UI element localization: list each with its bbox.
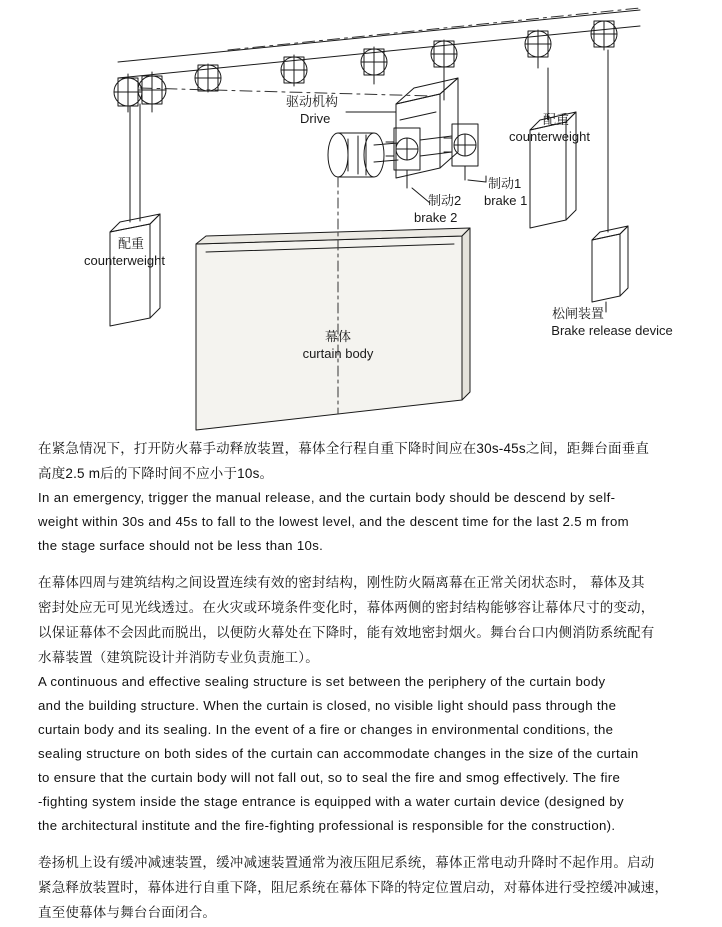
pulley-6	[431, 41, 457, 67]
label-curtain-body-en: curtain body	[302, 346, 374, 361]
paragraph-spacer-2	[38, 840, 698, 850]
p2-en-line-1: A continuous and effective sealing structure is set between the periphery of the curtain body	[38, 674, 606, 689]
p2-cn-line-3: 以保证幕体不会因此而脱出，以便防火幕处在下降时，能有效地密封烟火。舞台台口内侧消防系统配有	[38, 625, 655, 640]
pulley-left-2	[138, 76, 166, 104]
p2-en-line-7: the architectural institute and the fire-fighting professional is responsible for the construction).	[38, 818, 616, 833]
label-brake2-cn: 制动2	[428, 193, 462, 208]
counterweight-left-block	[110, 214, 160, 326]
label-brake-release-cn: 松闸装置	[551, 306, 605, 321]
brake-release-block	[592, 226, 628, 302]
label-brake-release-en: Brake release device	[551, 323, 673, 338]
p3-cn-line-3: 直至使幕体与舞台台面闭合。	[38, 905, 217, 920]
pulley-8	[591, 21, 617, 47]
p2-en-line-6: -fighting system inside the stage entrance is equipped with a water curtain device (designed by	[38, 794, 624, 809]
document-text	[0, 436, 722, 927]
brake-unit-2	[386, 128, 420, 188]
pulley-3	[195, 65, 221, 91]
paragraph-2	[38, 570, 698, 838]
mechanism-schematic	[0, 0, 722, 436]
label-counterweight-right-cn: 配重	[543, 112, 570, 127]
paragraph-3	[38, 850, 698, 925]
p2-en-line-5: to ensure that the curtain body will not fall out, so to seal the fire and smog effectively. The fire	[38, 770, 621, 785]
rail-top-2	[118, 26, 640, 78]
pulley-7	[525, 31, 551, 57]
p3-cn-line-2: 紧急释放装置时，幕体进行自重下降，阻尼系统在幕体下降的特定位置启动，对幕体进行受控缓冲减速，	[38, 880, 669, 895]
p2-en-line-2: and the building structure. When the curtain is closed, no visible light should pass through the	[38, 698, 617, 713]
rail-top	[118, 10, 640, 62]
label-counterweight-left-en: counterweight	[84, 253, 165, 268]
p1-cn-line-2: 高度2.5 m后的下降时间不应小于10s。	[38, 466, 274, 481]
label-counterweight-left-cn: 配重	[118, 236, 145, 251]
paragraph-spacer-1	[38, 560, 698, 570]
p2-cn-line-2: 密封处应无可见光线透过。在火灾或环境条件变化时，幕体两侧的密封结构能够容让幕体尺寸的变动，	[38, 600, 655, 615]
p2-en-line-4: sealing structure on both sides of the curtain can accommodate changes in the size of the curtain	[38, 746, 639, 761]
p3-cn-line-1: 卷扬机上设有缓冲减速装置，缓冲减速装置通常为液压阻尼系统，幕体正常电动升降时不起作用。启动	[38, 855, 655, 870]
label-curtain-body-cn: 幕体	[324, 329, 352, 344]
p1-en-line-3: the stage surface should not be less than 10s.	[38, 538, 324, 553]
leader-brake1	[468, 180, 486, 182]
label-drive-en: Drive	[300, 111, 331, 126]
label-drive-cn: 驱动机构	[286, 94, 339, 109]
label-brake1-cn: 制动1	[488, 176, 522, 191]
paragraph-1	[38, 436, 698, 558]
label-brake1-en: brake 1	[484, 193, 528, 208]
label-counterweight-right-en: counterweight	[509, 129, 590, 144]
pulley-4	[281, 57, 307, 83]
p1-en-line-1: In an emergency, trigger the manual release, and the curtain body should be descend by self-	[38, 490, 616, 505]
p1-en-line-2: weight within 30s and 45s to fall to the lowest level, and the descent time for the last 2.5 m from	[38, 514, 630, 529]
p2-en-line-3: curtain body and its sealing. In the event of a fire or changes in environmental conditions, the	[38, 722, 614, 737]
diagram-illustration	[0, 0, 722, 436]
p1-cn-line-1: 在紧急情况下，打开防火幕手动释放装置，幕体全行程自重下降时间应在30s-45s之间，距舞台面垂直	[38, 441, 650, 456]
drive-drum	[328, 133, 384, 177]
p2-cn-line-1: 在幕体四周与建筑结构之间设置连续有效的密封结构，刚性防火隔离幕在正常关闭状态时， 幕体及其	[38, 575, 645, 590]
pulley-5	[361, 49, 387, 75]
p2-cn-line-4: 水幕装置（建筑院设计并消防专业负责施工）。	[38, 650, 319, 665]
label-brake2-en: brake 2	[414, 210, 458, 225]
